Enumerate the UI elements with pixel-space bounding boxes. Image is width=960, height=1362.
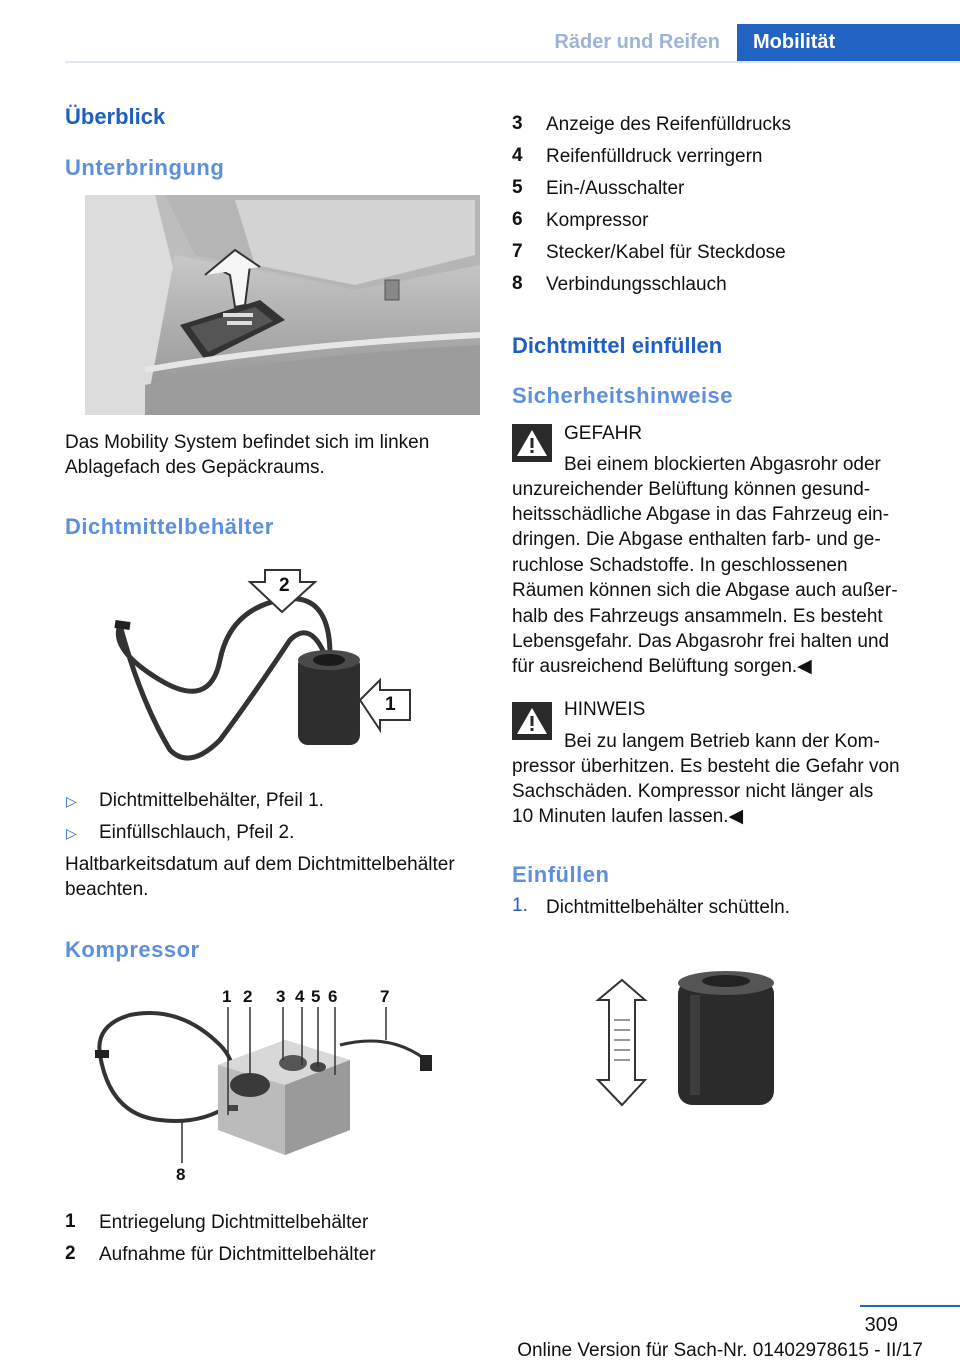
compressor-callout-6: 6 <box>328 987 338 1006</box>
danger-line: Bei einem blockierten Abgasrohr oder <box>564 454 881 475</box>
legend-number: 7 <box>512 241 523 262</box>
storage-text-line-2: Ablagefach des Gepäckraums. <box>65 457 325 478</box>
page-title: Überblick <box>65 104 166 129</box>
compressor-callout-7: 7 <box>380 987 390 1006</box>
section-storage: Unterbringung <box>65 155 225 180</box>
danger-line: halb des Fahrzeugs ansammeln. Es besteht <box>512 606 883 627</box>
compressor-callout-8: 8 <box>176 1165 186 1184</box>
legend-text: Kompressor <box>546 210 649 231</box>
danger-line: dringen. Die Abgase enthalten farb- und ge‐ <box>512 529 881 550</box>
compressor-callout-5: 5 <box>311 987 321 1006</box>
notice-line: Sachschäden. Kompressor nicht länger als <box>512 781 874 802</box>
legend-text: Ein-/Ausschalter <box>546 178 685 199</box>
step-text: Dichtmittelbehälter schütteln. <box>546 897 790 918</box>
notice-line: 10 Minuten laufen lassen.◀ <box>512 806 744 827</box>
section-safety: Sicherheitshinweise <box>512 383 734 408</box>
legend-text: Anzeige des Reifenfülldrucks <box>546 114 792 135</box>
container-note-line-1: Haltbarkeitsdatum auf dem Dichtmittelbehälter <box>65 854 455 875</box>
notice-line: pressor überhitzen. Es besteht die Gefahr von <box>512 756 900 777</box>
compressor-callout-4: 4 <box>295 987 305 1006</box>
compressor-callout-1: 1 <box>222 987 232 1006</box>
notice-triangle-icon <box>512 702 552 740</box>
legend-text: Entriegelung Dichtmittelbehälter <box>99 1212 369 1233</box>
legend-number: 5 <box>512 177 523 198</box>
legend-number: 4 <box>512 145 523 166</box>
danger-line: unzureichender Belüftung können gesund‐ <box>512 479 871 500</box>
footer-rule <box>860 1305 960 1307</box>
callout-2: 2 <box>279 575 290 596</box>
warning-triangle-icon <box>512 424 552 462</box>
danger-line: ruchlose Schadstoffe. In geschlossenen <box>512 555 848 576</box>
legend-number: 6 <box>512 209 523 230</box>
danger-line: Räumen können sich die Abgase auch außer‐ <box>512 580 898 601</box>
legend-text: Verbindungsschlauch <box>546 274 727 295</box>
danger-label: GEFAHR <box>564 423 643 444</box>
callout-1: 1 <box>385 694 396 715</box>
notice-label: HINWEIS <box>564 699 646 720</box>
notice-line: Bei zu langem Betrieb kann der Kom‐ <box>564 731 880 752</box>
section-compressor: Kompressor <box>65 937 200 962</box>
danger-line: heitsschädliche Abgase in das Fahrzeug ein‐ <box>512 504 890 525</box>
compressor-callout-2: 2 <box>243 987 253 1006</box>
legend-text: Aufnahme für Dichtmittelbehälter <box>99 1244 376 1265</box>
chapter-tab-wheels[interactable]: Räder und Reifen <box>554 31 720 53</box>
section-title-fill: Dichtmittel einfüllen <box>512 333 723 358</box>
compressor-illustration <box>90 985 450 1195</box>
container-bullet-1: Dichtmittelbehälter, Pfeil 1. <box>99 790 324 811</box>
page-number: 309 <box>864 1314 898 1336</box>
chapter-tab-mobility[interactable]: Mobilität <box>737 24 960 61</box>
legend-text: Reifenfülldruck verringern <box>546 146 763 167</box>
legend-text: Stecker/Kabel für Steckdose <box>546 242 786 263</box>
step-number: 1. <box>512 895 528 916</box>
container-bullet-2: Einfüllschlauch, Pfeil 2. <box>99 822 295 843</box>
legend-number: 2 <box>65 1243 76 1264</box>
sealant-container-illustration <box>100 560 440 770</box>
legend-number: 8 <box>512 273 523 294</box>
legend-number: 1 <box>65 1211 76 1232</box>
shake-container-illustration <box>590 965 790 1115</box>
danger-line: für ausreichend Belüftung sorgen.◀ <box>512 656 812 677</box>
storage-text-line-1: Das Mobility System befindet sich im linken <box>65 432 430 453</box>
danger-line: Lebensgefahr. Das Abgasrohr frei halten und <box>512 631 890 652</box>
bullet-icon: ▷ <box>66 825 77 841</box>
trunk-photo <box>85 195 480 415</box>
section-filling: Einfüllen <box>512 862 610 887</box>
bullet-icon: ▷ <box>66 793 77 809</box>
section-sealant-container: Dichtmittelbehälter <box>65 514 274 539</box>
container-note-line-2: beachten. <box>65 879 149 900</box>
header-rule <box>65 61 960 63</box>
compressor-callout-3: 3 <box>276 987 286 1006</box>
online-version-note: Online Version für Sach-Nr. 01402978615 - II/17 <box>517 1340 923 1361</box>
legend-number: 3 <box>512 113 523 134</box>
